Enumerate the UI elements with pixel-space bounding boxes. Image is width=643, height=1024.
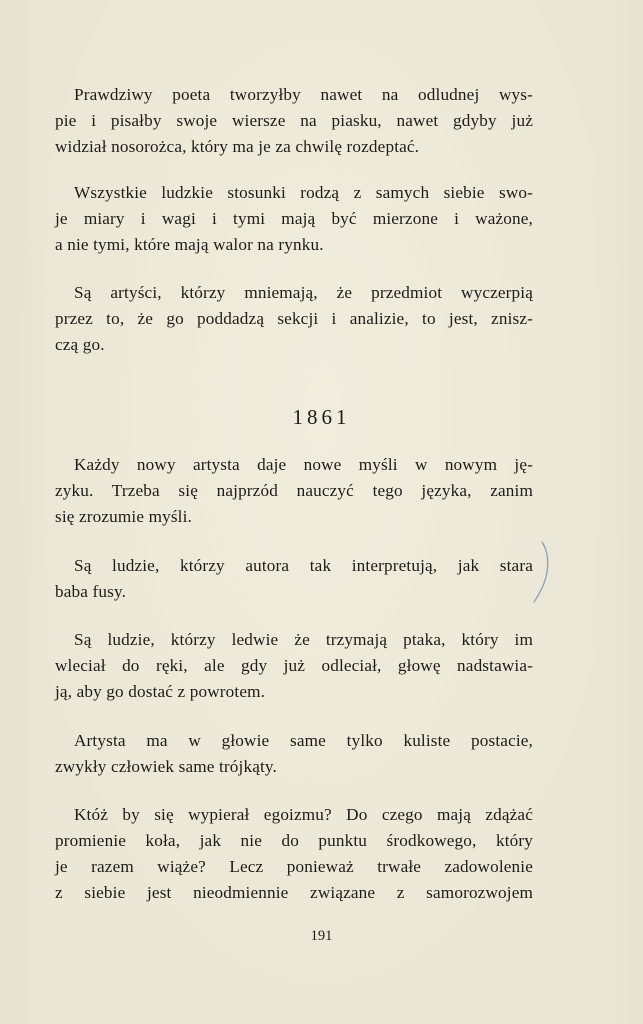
text-line: zyku. Trzeba się najprzód nauczyć tego języka, zanim <box>55 481 533 500</box>
text-line: promienie koła, jak nie do punktu środkowego, który <box>55 831 533 850</box>
text-line: z siebie jest nieodmiennie związane z samorozwojem <box>55 883 533 902</box>
paragraph <box>55 728 533 780</box>
text-line: je razem wiąże? Lecz ponieważ trwałe zadowolenie <box>55 857 533 876</box>
text-line: Wszystkie ludzkie stosunki rodzą z samych siebie swo- <box>74 183 533 202</box>
text-line: zwykły człowiek same trójkąty. <box>55 757 277 776</box>
text-line: przez to, że go poddadzą sekcji i analizie, to jest, znisz- <box>55 309 533 328</box>
text-line: widział nosorożca, który ma je za chwilę rozdeptać. <box>55 137 420 156</box>
text-line: Są ludzie, którzy autora tak interpretują, jak stara <box>74 556 533 575</box>
section-heading: 1861 <box>292 405 351 429</box>
text-line: Artysta ma w głowie same tylko kuliste postacie, <box>74 731 533 750</box>
text-line: wleciał do ręki, ale gdy już odleciał, głowę nadstawia- <box>55 656 533 675</box>
text-line: ją, aby go dostać z powrotem. <box>55 682 266 701</box>
paragraph <box>55 180 533 258</box>
text-line: a nie tymi, które mają walor na rynku. <box>55 235 324 254</box>
text-line: je miary i wagi i tymi mają być mierzone i ważone, <box>55 209 533 228</box>
text-line: Prawdziwy poeta tworzyłby nawet na odludnej wys- <box>74 85 533 104</box>
paragraph <box>55 553 533 605</box>
text-line: Któż by się wypierał egoizmu? Do czego mają zdążać <box>74 805 533 824</box>
text-line: się zrozumie myśli. <box>55 507 192 526</box>
text-line: czą go. <box>55 335 105 354</box>
text-line: baba fusy. <box>55 582 127 601</box>
text-line: Każdy nowy artysta daje nowe myśli w nowym ję- <box>74 455 533 474</box>
text-line: pie i pisałby swoje wiersze na piasku, nawet gdyby już <box>55 111 533 130</box>
text-line: Są artyści, którzy mniemają, że przedmiot wyczerpią <box>74 283 533 302</box>
paragraph <box>55 280 533 358</box>
paragraph <box>55 452 533 530</box>
paragraph <box>55 82 533 160</box>
paragraph <box>55 627 533 705</box>
text-line: Są ludzie, którzy ledwie że trzymają ptaka, który im <box>74 630 533 649</box>
pencil-margin-mark <box>520 540 560 604</box>
paragraph <box>55 802 533 906</box>
page-number: 191 <box>310 928 333 944</box>
